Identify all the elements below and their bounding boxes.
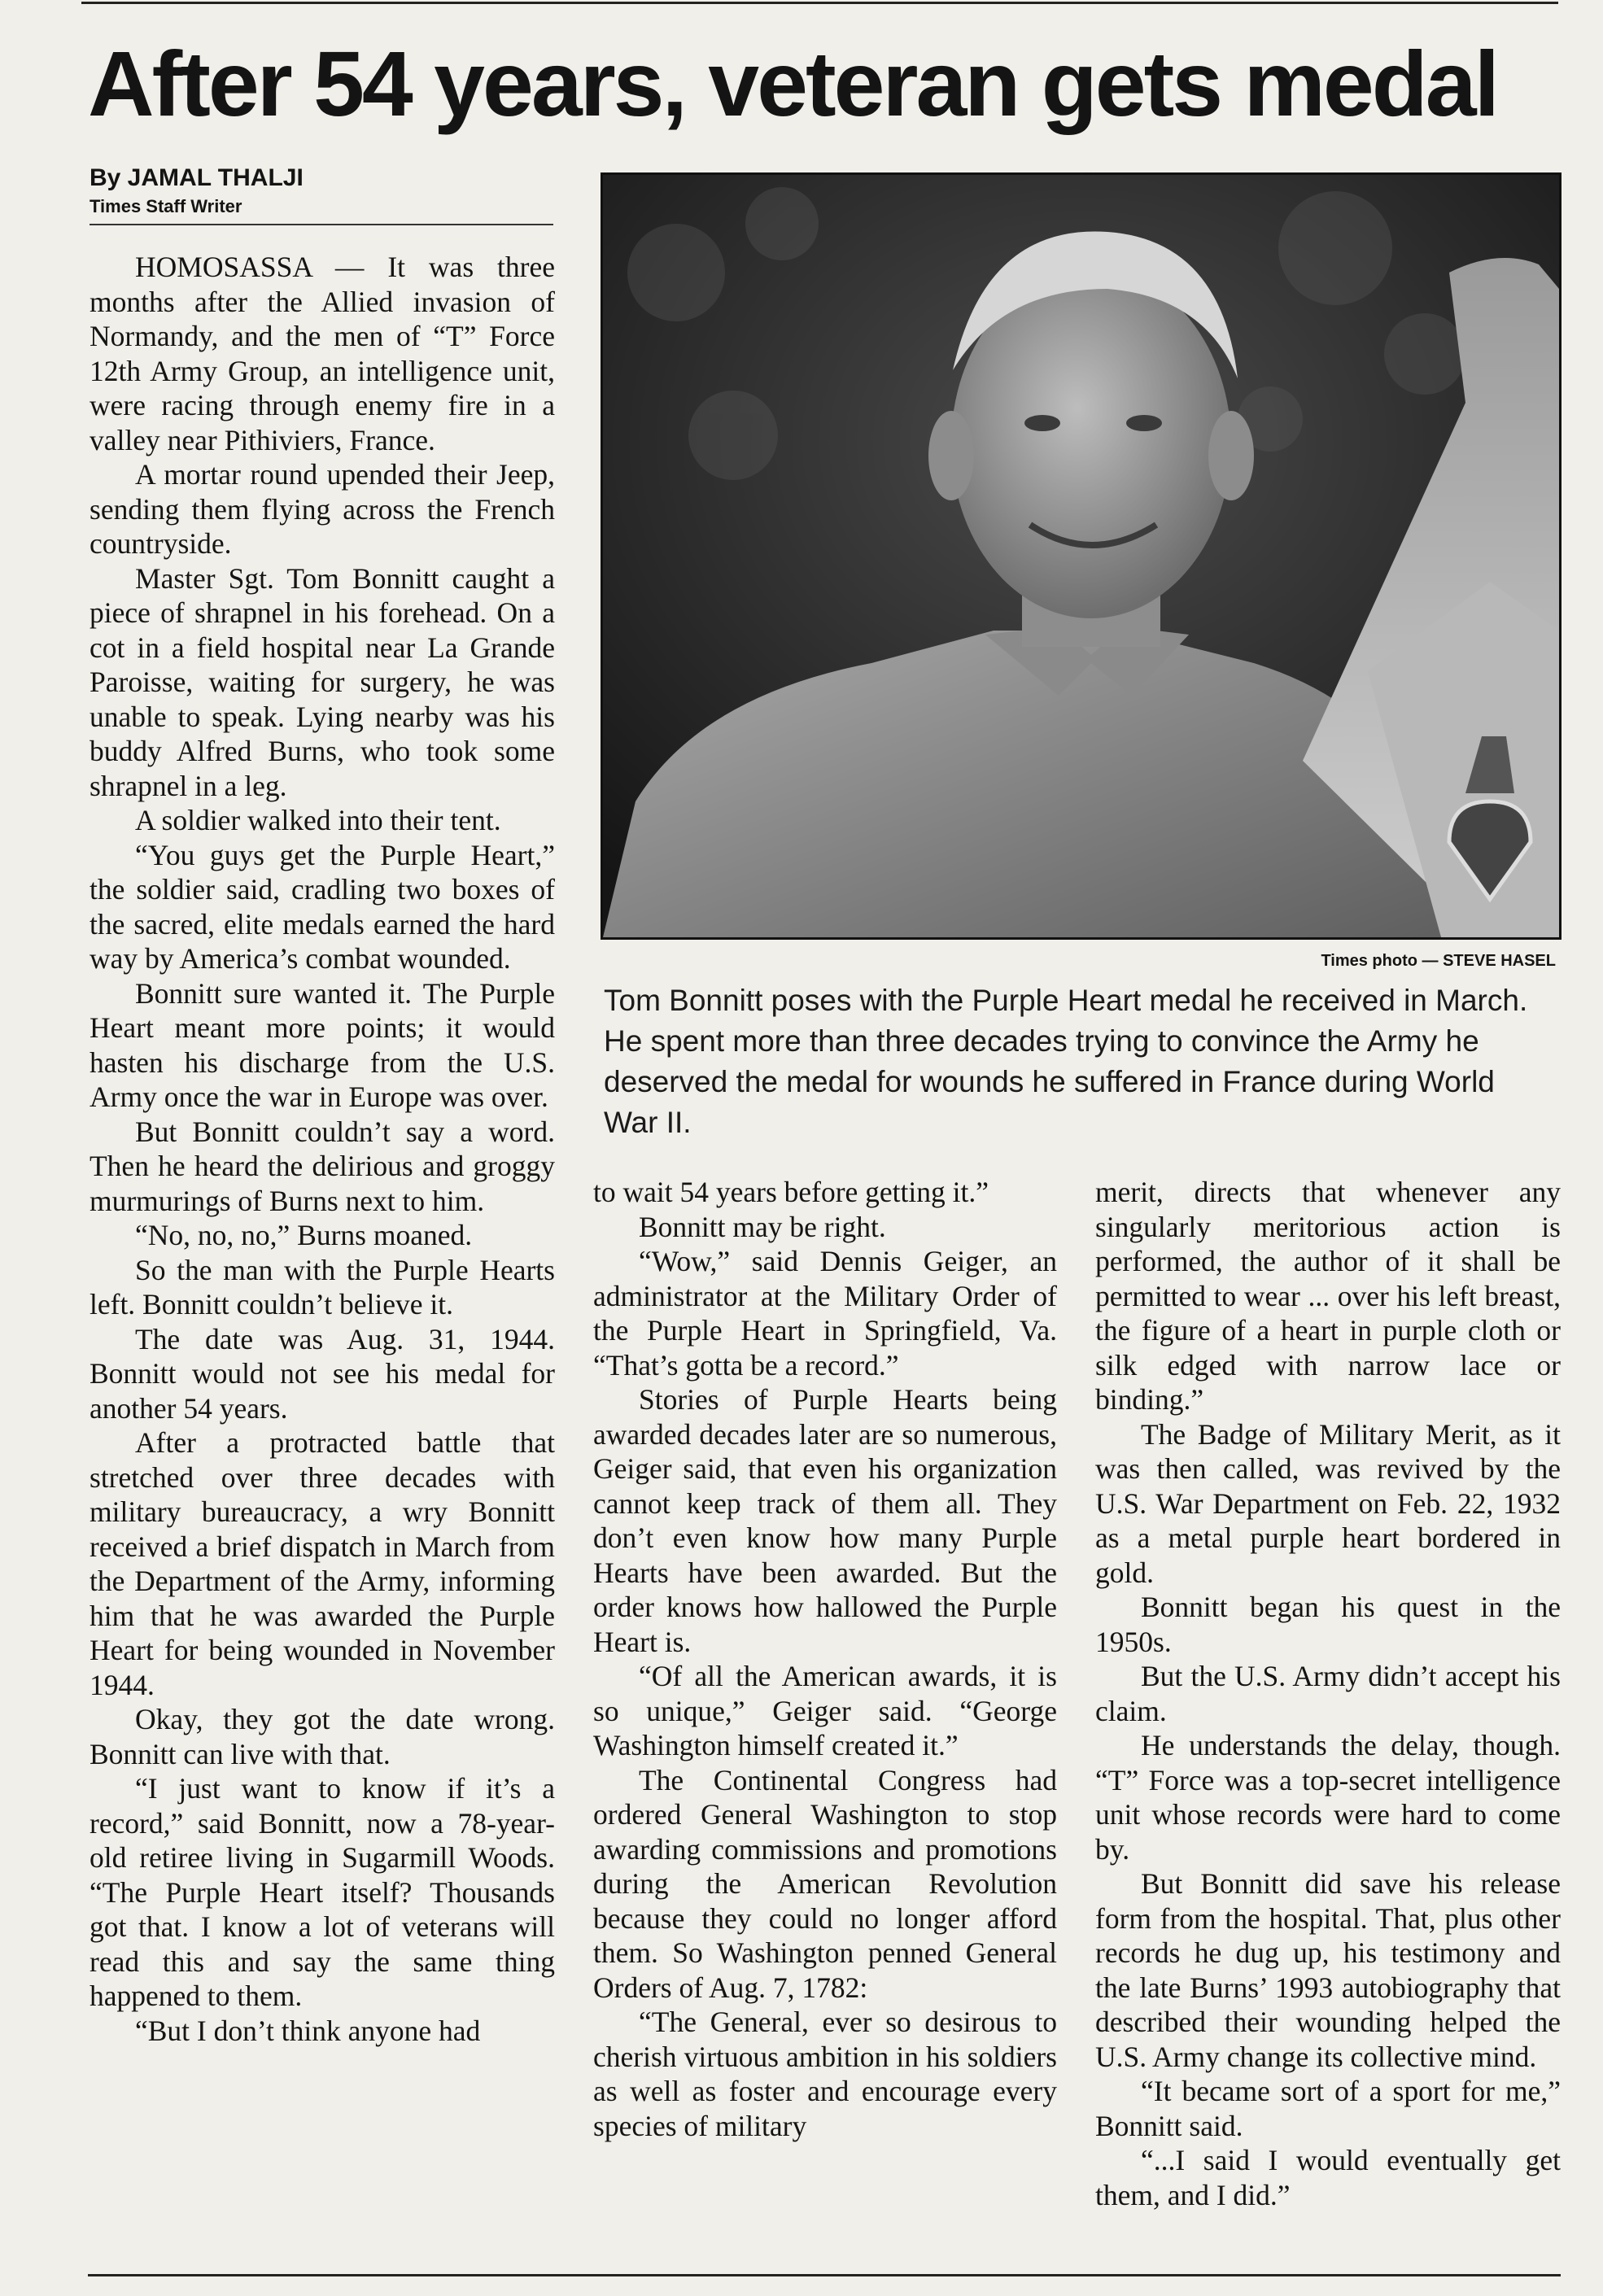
paragraph: HOMOSASSA — It was three months after the Allied invasion of Normandy, and the men of “T” Force 12th Army Group, an intelligence unit, were racing through enemy fire in a valley near Pithiviers, France. bbox=[90, 251, 555, 456]
paragraph: So the man with the Purple Hearts left. Bonnitt couldn’t believe it. bbox=[90, 1253, 555, 1320]
continuation-line: merit, directs that whenever any singularly meritorious action is performed, the author of it shall be permitted to wear ... over his left breast, the figure of a heart in purple cloth or silk edged with narrow lace or binding.” bbox=[1095, 1176, 1561, 1416]
paragraph: But the U.S. Army didn’t accept his claim. bbox=[1095, 1660, 1561, 1727]
paragraph: Bonnitt began his quest in the 1950s. bbox=[1095, 1591, 1561, 1658]
paragraph: “...I said I would eventually get them, and I did.” bbox=[1095, 2144, 1561, 2211]
article-column-2 bbox=[593, 1175, 1057, 2143]
byline-title: Times Staff Writer bbox=[90, 196, 242, 216]
article-column-3 bbox=[1095, 1175, 1561, 2212]
paragraph: “No, no, no,” Burns moaned. bbox=[135, 1219, 473, 1251]
top-rule bbox=[81, 2, 1558, 4]
paragraph: The Badge of Military Merit, as it was then called, was revived by the U.S. War Department on Feb. 22, 1932 as a metal purple heart bordered in gold. bbox=[1095, 1417, 1561, 1589]
continuation-line: to wait 54 years before getting it.” bbox=[593, 1176, 989, 1208]
paragraph: “But I don’t think anyone had bbox=[135, 2014, 481, 2047]
byline-rule bbox=[90, 224, 553, 225]
headline: After 54 years, veteran gets medal bbox=[88, 33, 1498, 135]
paragraph: Bonnitt sure wanted it. The Purple Heart meant more points; it would hasten his discharge from the U.S. Army once the war in Europe was over. bbox=[90, 976, 555, 1113]
paragraph: The Continental Congress had ordered General Washington to stop awarding commissions and promotions during the American Revolution because they could no longer afford them. So Washington penned General Orders of Aug. 7, 1782: bbox=[593, 1763, 1057, 2004]
byline: By JAMAL THALJI bbox=[90, 164, 304, 191]
article-column-1 bbox=[90, 250, 555, 2048]
paragraph: He understands the delay, though. “T” Force was a top-secret intelligence unit whose records were hard to come by. bbox=[1095, 1729, 1561, 1866]
paragraph: “Wow,” said Dennis Geiger, an administrator at the Military Order of the Purple Heart in Springfield, Va. “That’s gotta be a record.” bbox=[593, 1245, 1057, 1382]
paragraph: After a protracted battle that stretched over three decades with military bureaucracy, a wry Bonnitt received a brief dispatch in March from the Department of the Army, informing him that he was awarded the Purple Heart for being wounded in November 1944. bbox=[90, 1426, 555, 1701]
paragraph: “It became sort of a sport for me,” Bonnitt said. bbox=[1095, 2075, 1561, 2142]
paragraph: “The General, ever so desirous to cherish virtuous ambition in his soldiers as well as foster and encourage every species of military bbox=[593, 2006, 1057, 2142]
paragraph: A soldier walked into their tent. bbox=[135, 804, 501, 836]
paragraph: Bonnitt may be right. bbox=[639, 1210, 886, 1243]
paragraph: A mortar round upended their Jeep, sending them flying across the French countryside. bbox=[90, 458, 555, 560]
paragraph: “You guys get the Purple Heart,” the soldier said, cradling two boxes of the sacred, elite medals earned the hard way by America’s combat wounded. bbox=[90, 838, 555, 975]
paragraph: But Bonnitt couldn’t say a word. Then he heard the delirious and groggy murmurings of Burns next to him. bbox=[90, 1115, 555, 1217]
photo-credit: Times photo — STEVE HASEL bbox=[1321, 952, 1556, 970]
portrait-photo-image bbox=[603, 175, 1559, 937]
news-photo bbox=[601, 172, 1562, 940]
paragraph: Master Sgt. Tom Bonnitt caught a piece of shrapnel in his forehead. On a cot in a field hospital near La Grande Paroisse, waiting for surgery, he was unable to speak. Lying nearby was his buddy Alfred Burns, who took some shrapnel in a leg. bbox=[90, 561, 555, 802]
paragraph: Okay, they got the date wrong. Bonnitt can live with that. bbox=[90, 1703, 555, 1770]
paragraph: “Of all the American awards, it is so unique,” Geiger said. “George Washington himself created it.” bbox=[593, 1660, 1057, 1761]
paragraph: Stories of Purple Hearts being awarded decades later are so numerous, Geiger said, that even his organization cannot keep track of them all. They don’t even know how many Purple Hearts have been awarded. But the order knows how hallowed the Purple Heart is. bbox=[593, 1383, 1057, 1658]
paragraph: The date was Aug. 31, 1944. Bonnitt would not see his medal for another 54 years. bbox=[90, 1322, 555, 1425]
photo-caption: Tom Bonnitt poses with the Purple Heart medal he received in March. He spent more than three decades trying to convince the Army he deserved the medal for wounds he suffered in France during World War II. bbox=[604, 984, 1528, 1139]
paragraph: But Bonnitt did save his release form from the hospital. That, plus other records he dug up, his testimony and the late Burns’ 1993 autobiography that described their wounding helped the U.S. Army change its collective mind. bbox=[1095, 1867, 1561, 2073]
paragraph: “I just want to know if it’s a record,” said Bonnitt, now a 78-year-old retiree living in Sugarmill Woods. “The Purple Heart itself? Thousands got that. I know a lot of veterans will read this and say the same thing happened to them. bbox=[90, 1772, 555, 2012]
bottom-rule bbox=[88, 2274, 1561, 2276]
